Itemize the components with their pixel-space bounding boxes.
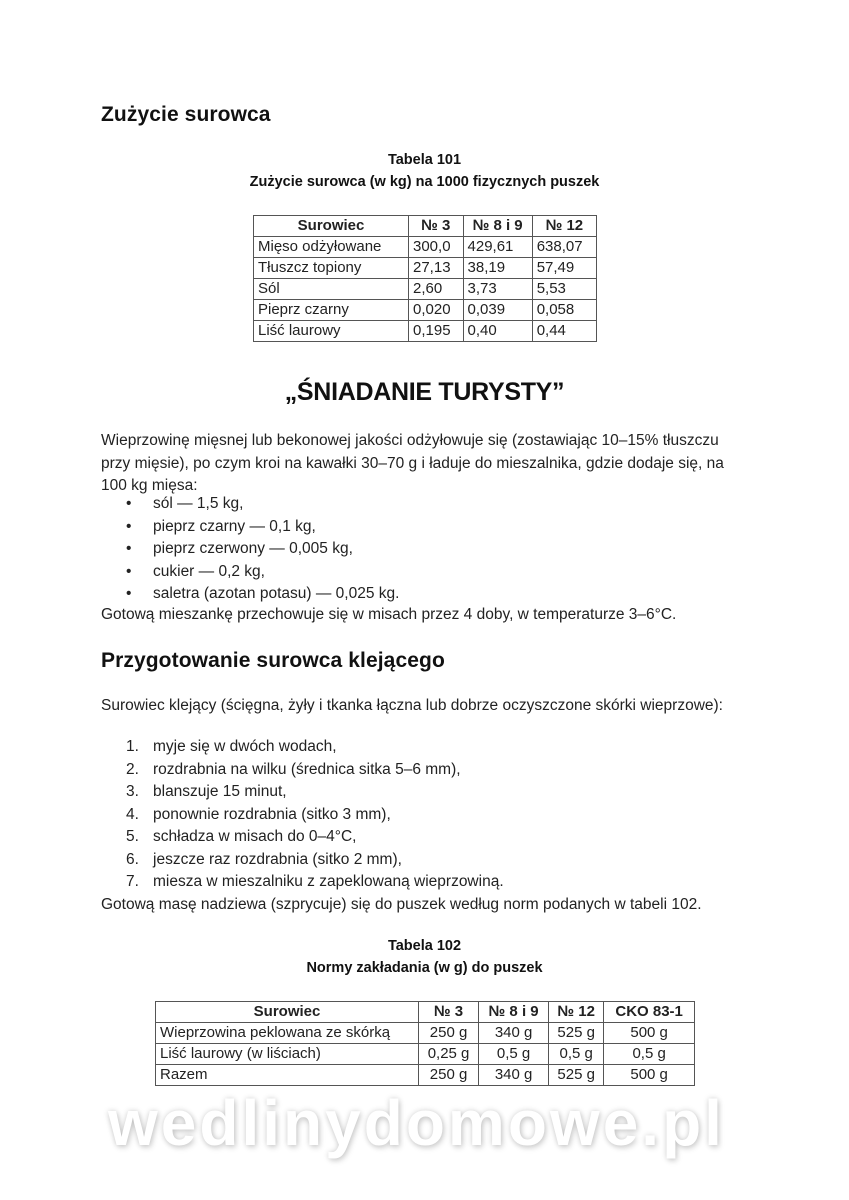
ingredient-text: pieprz czerwony — 0,005 kg,	[153, 540, 353, 557]
list-item	[101, 849, 504, 872]
section-heading-raw-material-usage: Zużycie surowca	[101, 103, 271, 126]
list-item	[101, 516, 399, 539]
table-row	[156, 1044, 695, 1065]
cell: Wieprzowina peklowana ze skórką	[156, 1023, 419, 1044]
table-header-row	[254, 216, 597, 237]
table-101-title: Zużycie surowca (w kg) na 1000 fizycznych puszek	[249, 174, 600, 190]
recipe-outro: Gotową mieszankę przechowuje się w misach przez 4 doby, w temperaturze 3–6°C.	[101, 606, 677, 623]
section-heading-binding-material: Przygotowanie surowca klejącego	[101, 649, 445, 672]
step-text: schładza w misach do 0–4°C,	[153, 828, 357, 845]
cell: 27,13	[409, 258, 464, 279]
list-item	[101, 583, 399, 606]
cell: Razem	[156, 1065, 419, 1086]
column-header: № 12	[549, 1002, 604, 1023]
table-row	[254, 279, 597, 300]
watermark: wedlinydomowe.pl	[108, 1087, 725, 1159]
recipe-intro: Wieprzowinę mięsnej lub bekonowej jakości odżyłowuje się (zostawiając 10–15% tłuszczu przy mięsie), po czym kroi na kawałki 30–70 g i ładuje do mieszalnika, gdzie dodaje się, na 100 kg mięsa:	[101, 432, 724, 494]
cell: 250 g	[419, 1023, 479, 1044]
bullet-icon: •	[126, 495, 132, 512]
table-101	[253, 215, 597, 342]
table-row	[254, 321, 597, 342]
cell: 57,49	[532, 258, 596, 279]
ingredient-text: sól — 1,5 kg,	[153, 495, 244, 512]
cell: 500 g	[604, 1065, 695, 1086]
cell: 525 g	[549, 1065, 604, 1086]
cell: 3,73	[463, 279, 532, 300]
column-header: № 12	[532, 216, 596, 237]
list-item	[101, 804, 504, 827]
table-row	[254, 237, 597, 258]
recipe-title: „ŚNIADANIE TURYSTY”	[284, 378, 565, 406]
list-item	[101, 781, 504, 804]
cell: 38,19	[463, 258, 532, 279]
ingredient-text: pieprz czarny — 0,1 kg,	[153, 517, 316, 535]
table-row	[254, 300, 597, 321]
cell: 525 g	[549, 1023, 604, 1044]
cell: Liść laurowy	[254, 321, 409, 342]
table-101-caption	[0, 149, 849, 193]
step-number: 4.	[126, 805, 139, 823]
cell: 429,61	[463, 237, 532, 258]
step-text: rozdrabnia na wilku (średnica sitka 5–6 mm),	[153, 760, 461, 778]
binding-outro: Gotową masę nadziewa (szprycuje) się do puszek według norm podanych w tabeli 102.	[101, 896, 702, 913]
list-item	[101, 826, 504, 849]
cell: 5,53	[532, 279, 596, 300]
table-102	[155, 1001, 695, 1086]
column-header: CKO 83-1	[604, 1002, 695, 1023]
cell: 0,5 g	[604, 1044, 695, 1065]
cell: 0,020	[409, 300, 464, 321]
step-text: blanszuje 15 minut,	[153, 783, 287, 800]
cell: 0,25 g	[419, 1044, 479, 1065]
cell: 250 g	[419, 1065, 479, 1086]
list-item	[101, 759, 504, 782]
ingredient-text: cukier — 0,2 kg,	[153, 562, 265, 580]
bullet-icon: •	[126, 585, 132, 602]
column-header: Surowiec	[254, 216, 409, 237]
column-header: Surowiec	[156, 1002, 419, 1023]
cell: 0,5 g	[479, 1044, 549, 1065]
table-header-row	[156, 1002, 695, 1023]
cell: 500 g	[604, 1023, 695, 1044]
cell: Liść laurowy (w liściach)	[156, 1044, 419, 1065]
cell: 0,40	[463, 321, 532, 342]
cell: 0,058	[532, 300, 596, 321]
cell: 0,039	[463, 300, 532, 321]
cell: 0,44	[532, 321, 596, 342]
step-text: myje się w dwóch wodach,	[153, 738, 337, 755]
column-header: № 8 i 9	[479, 1002, 549, 1023]
step-number: 7.	[126, 873, 139, 890]
step-number: 2.	[126, 760, 139, 778]
ingredient-text: saletra (azotan potasu) — 0,025 kg.	[153, 585, 400, 602]
cell: Tłuszcz topiony	[254, 258, 409, 279]
bullet-icon: •	[126, 517, 132, 535]
cell: Pieprz czarny	[254, 300, 409, 321]
list-item	[101, 561, 399, 584]
list-item	[101, 736, 504, 759]
table-row	[156, 1023, 695, 1044]
cell: 0,5 g	[549, 1044, 604, 1065]
bullet-icon: •	[126, 540, 132, 557]
table-row	[156, 1065, 695, 1086]
preparation-steps	[101, 736, 504, 894]
table-102-caption	[0, 935, 849, 979]
table-row	[254, 258, 597, 279]
cell: 340 g	[479, 1065, 549, 1086]
step-number: 3.	[126, 783, 139, 800]
step-number: 1.	[126, 738, 139, 755]
column-header: № 3	[409, 216, 464, 237]
cell: 2,60	[409, 279, 464, 300]
bullet-icon: •	[126, 562, 132, 580]
cell: Mięso odżyłowane	[254, 237, 409, 258]
step-text: jeszcze raz rozdrabnia (sitko 2 mm),	[153, 850, 402, 868]
cell: 340 g	[479, 1023, 549, 1044]
cell: 638,07	[532, 237, 596, 258]
step-text: miesza w mieszalniku z zapeklowaną wieprzowiną.	[153, 873, 504, 890]
table-101-number: Tabela 101	[387, 152, 462, 168]
step-number: 5.	[126, 828, 139, 845]
list-item	[101, 871, 504, 894]
step-text: ponownie rozdrabnia (sitko 3 mm),	[153, 805, 391, 823]
binding-intro: Surowiec klejący (ścięgna, żyły i tkanka łączna lub dobrze oczyszczone skórki wieprzowe):	[101, 697, 723, 714]
column-header: № 3	[419, 1002, 479, 1023]
list-item	[101, 538, 399, 561]
table-102-number: Tabela 102	[387, 938, 462, 954]
cell: 0,195	[409, 321, 464, 342]
cell: 300,0	[409, 237, 464, 258]
cell: Sól	[254, 279, 409, 300]
table-102-title: Normy zakładania (w g) do puszek	[306, 960, 543, 976]
ingredient-list	[101, 493, 399, 606]
list-item	[101, 493, 399, 516]
step-number: 6.	[126, 850, 139, 868]
column-header: № 8 i 9	[463, 216, 532, 237]
